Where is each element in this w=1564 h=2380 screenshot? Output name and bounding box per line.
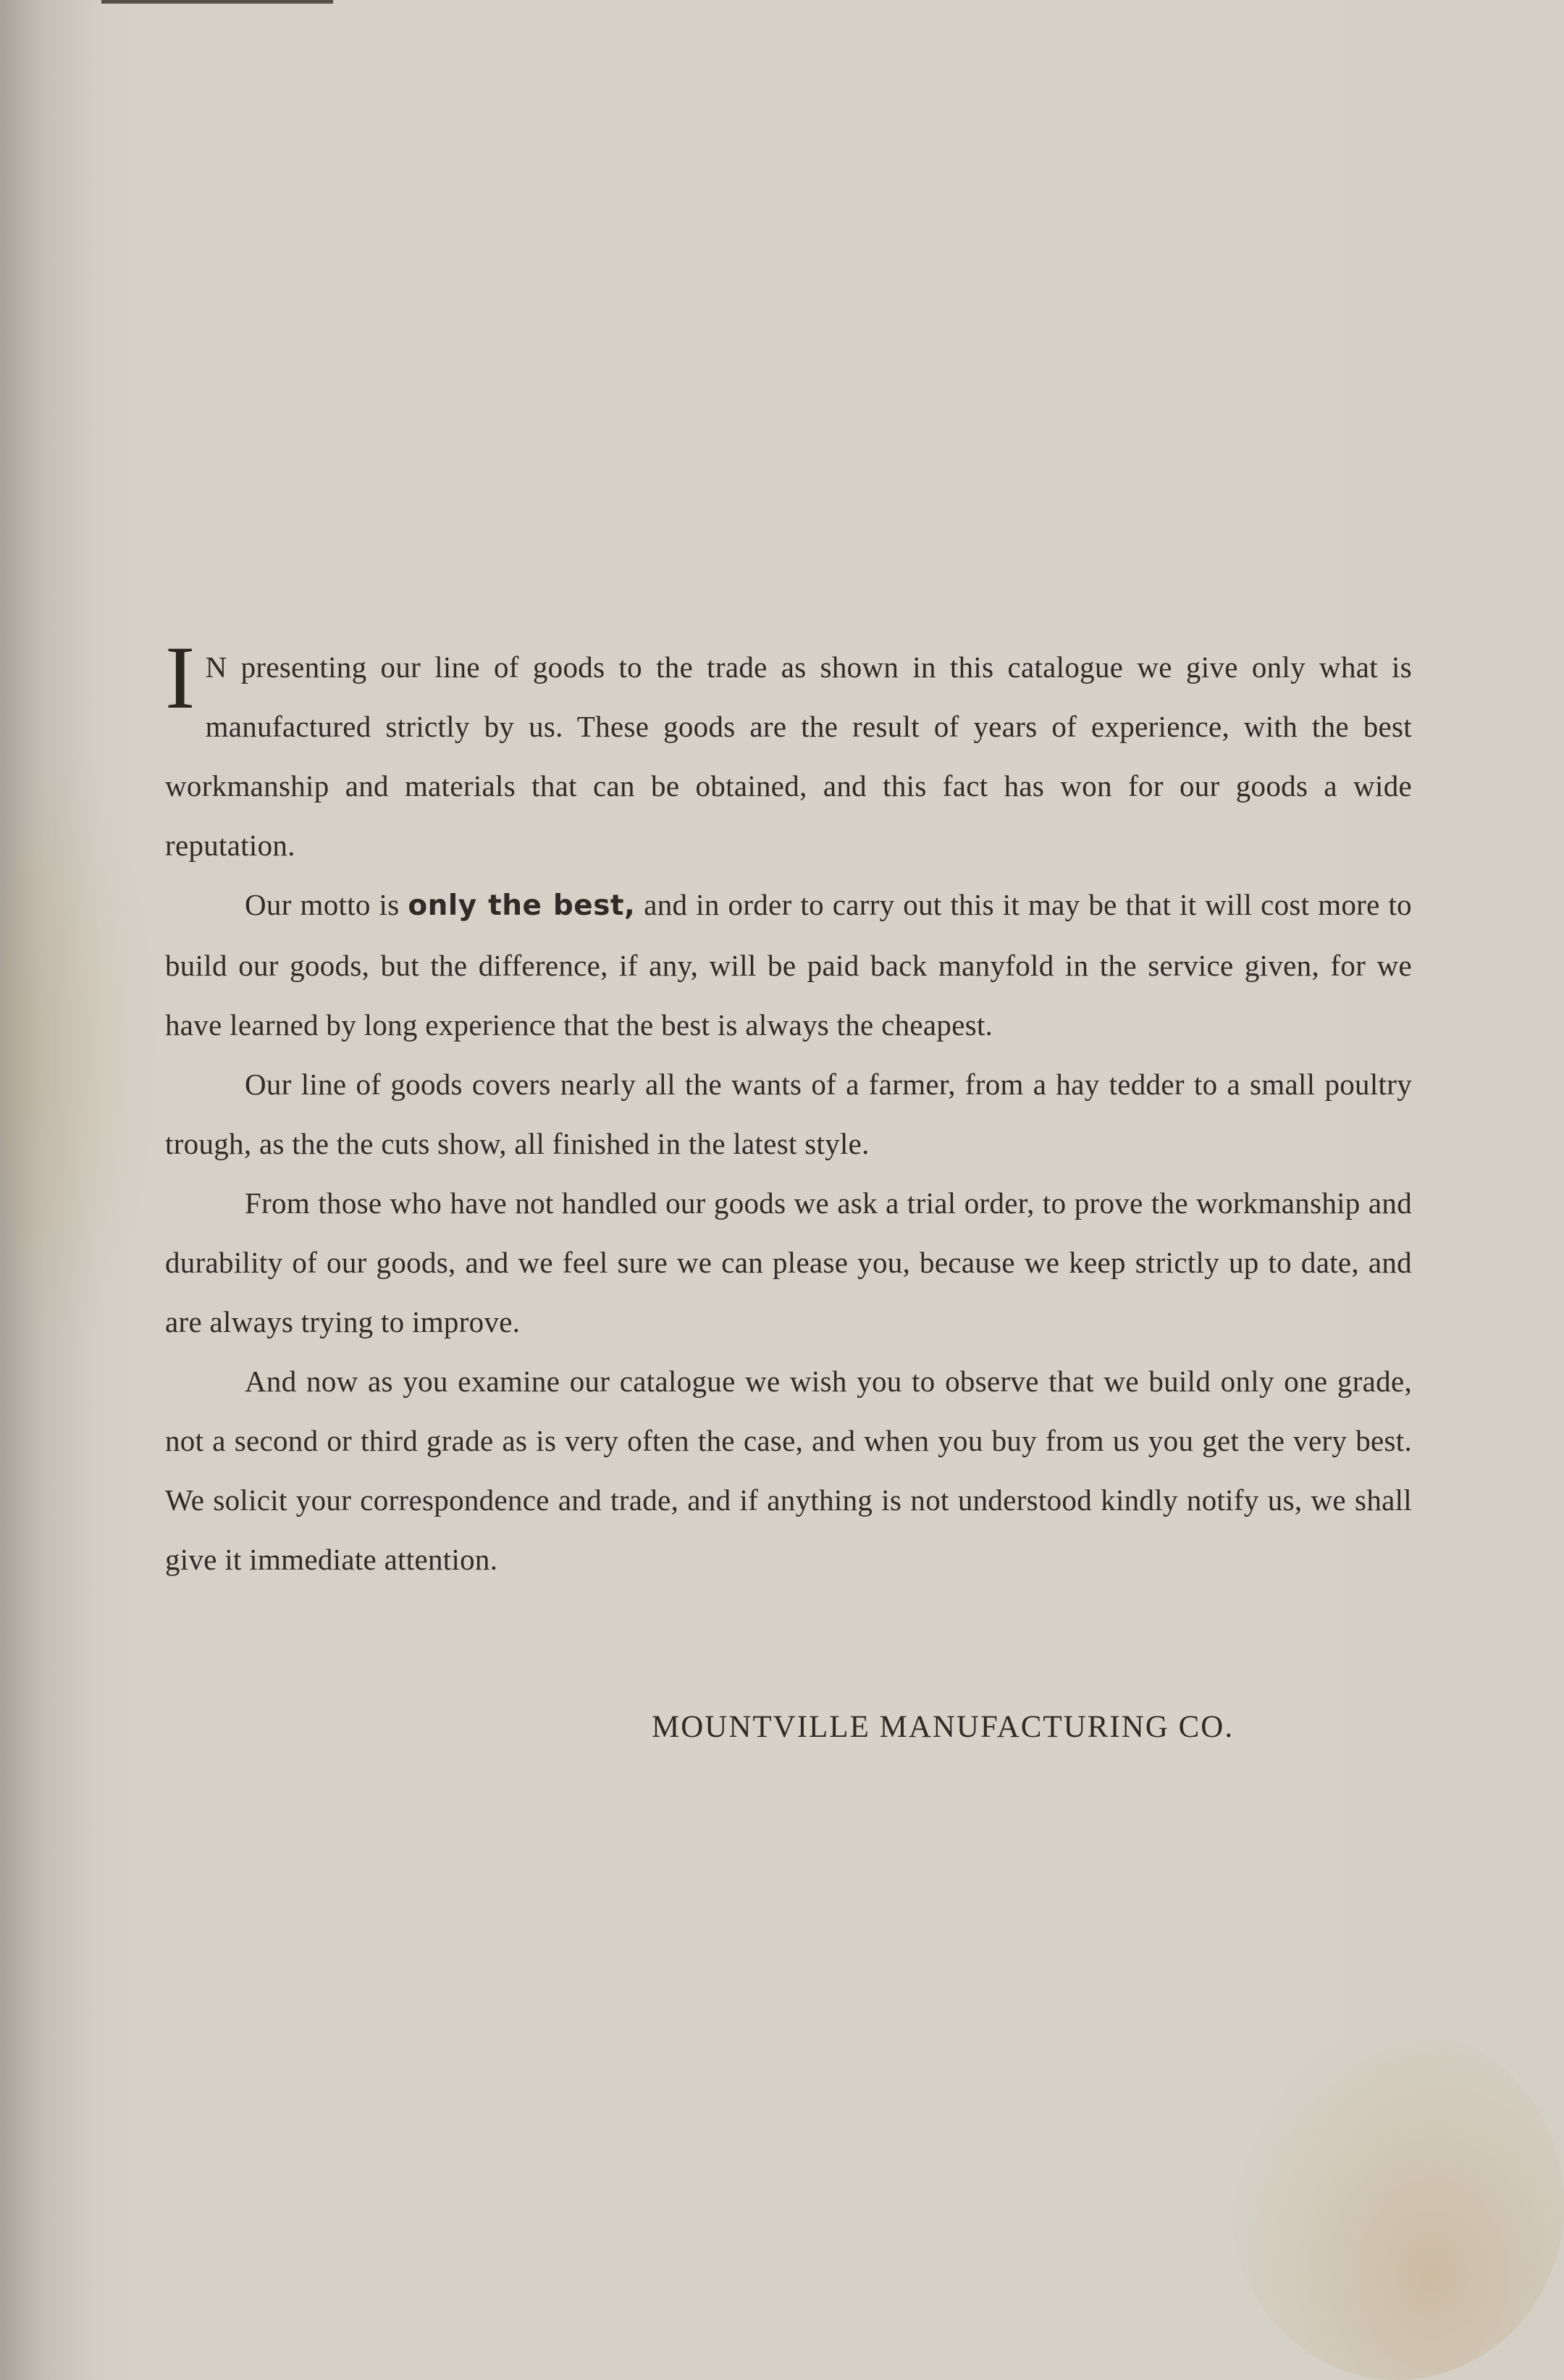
paper-stain-bottom [1231, 2028, 1564, 2380]
paragraph-one-grade: And now as you examine our catalogue we wish you to observe that we build only one grade, not a second or third grade as is very often the case, and when you buy from us you get the very best. We solicit your correspondence and trade, and if anything is not understood kindly notify us, we shall give it immediate attention. [165, 1365, 1412, 1576]
motto-text: only the best, [408, 889, 636, 922]
paragraph-intro [165, 628, 1412, 875]
paragraph-product-line: Our line of goods covers nearly all the wants of a farmer, from a hay tedder to a small poultry trough, as the the cuts show, all finished in the latest style. [165, 1068, 1412, 1160]
paragraph-intro-text: N presenting our line of goods to the trade as shown in this catalogue we give only what is manufactured strictly by us. These goods are the result of years of experience, with the best workmanship and materials that can be obtained, and this fact has won for our goods a wide reputation. [165, 650, 1412, 862]
company-signature: MOUNTVILLE MANUFACTURING CO. [652, 1710, 1235, 1744]
introduction-text [165, 628, 1412, 1589]
drop-cap: I [165, 628, 196, 727]
paragraph-trial-order: From those who have not handled our goods we ask a trial order, to prove the workmanship and durability of our goods, and we feel sure we can please you, because we keep strictly up to date, and are always trying to improve. [165, 1186, 1412, 1338]
paragraph-motto [165, 875, 1412, 1055]
paragraph-motto-after: and in order to carry out this it may be that it will cost more to build our goods, but the difference, if any, will be paid back manyfold in the service given, for we have learned by long experience that the best is always the cheapest. [165, 888, 1412, 1042]
paragraph-motto-before: Our motto is [245, 888, 408, 921]
page-gutter-shadow [0, 0, 101, 2380]
top-edge-mark [101, 0, 333, 4]
